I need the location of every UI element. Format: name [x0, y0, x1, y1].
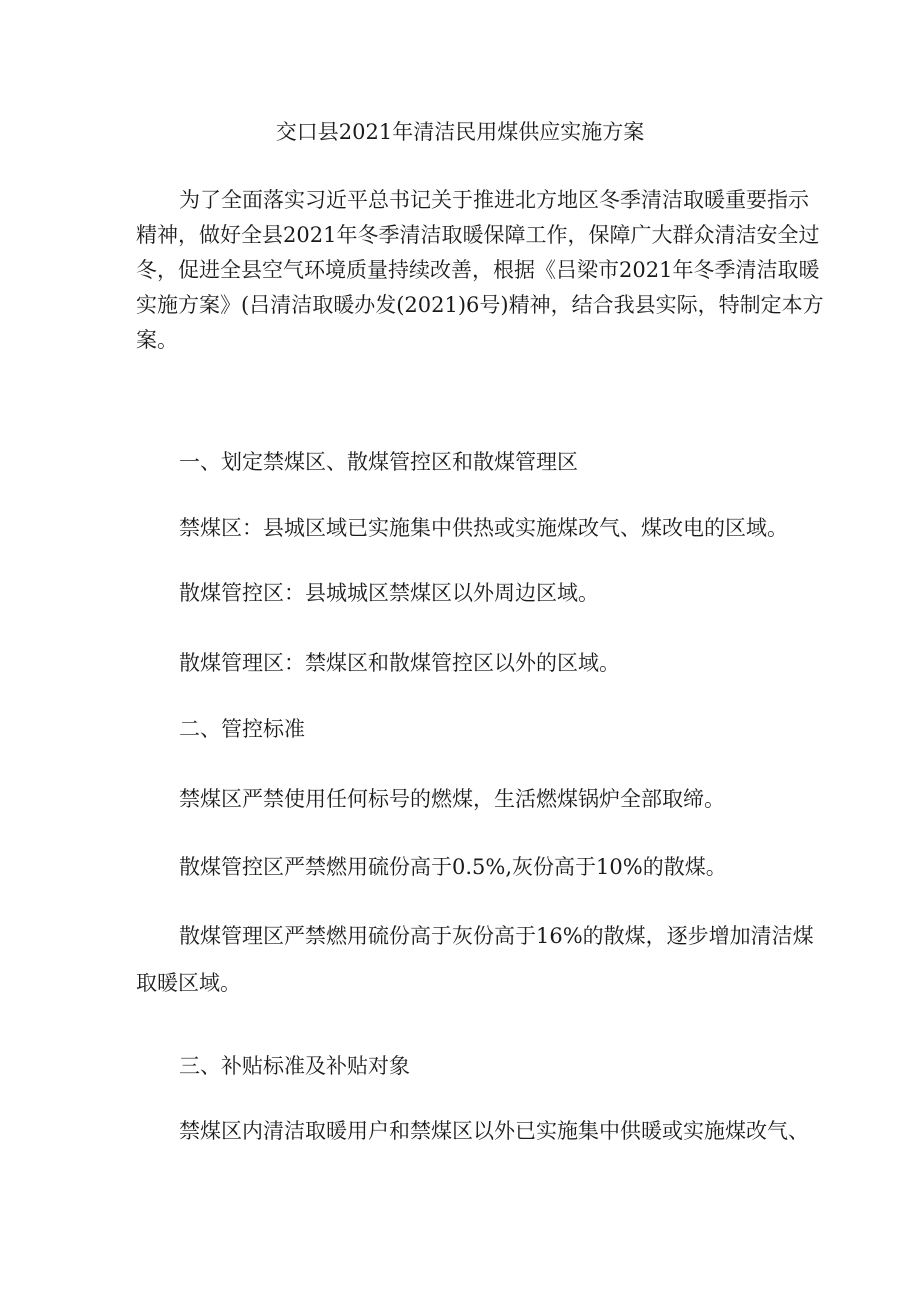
section-2-item-3: [136, 919, 814, 1001]
section-2-item-3-line-2: 取暖区域。: [136, 971, 241, 995]
section-2-item-1: 禁煤区严禁使用任何标号的燃煤，生活燃煤锅炉全部取缔。: [179, 787, 725, 811]
section-2-heading: 二、管控标准: [179, 717, 305, 741]
intro-line-3: 冬，促进全县空气环境质量持续改善，根据《吕梁市2021年冬季清洁取暖: [136, 258, 820, 282]
section-1-item-1: 禁煤区：县城区域已实施集中供热或实施煤改气、煤改电的区域。: [179, 516, 788, 540]
intro-line-4: 实施方案》(吕清洁取暖办发(2021)6号)精神，结合我县实际，特制定本方: [136, 293, 824, 317]
section-2-item-2: 散煤管控区严禁燃用硫份高于0.5%,灰份高于10%的散煤。: [179, 855, 727, 879]
intro-line-5: 案。: [136, 328, 178, 352]
section-3-heading: 三、补贴标准及补贴对象: [179, 1054, 410, 1078]
intro-line-2: 精神，做好全县2021年冬季清洁取暖保障工作，保障广大群众清洁安全过: [136, 223, 820, 247]
section-1-item-3: 散煤管理区：禁煤区和散煤管控区以外的区域。: [179, 651, 620, 675]
section-3-item-1: 禁煤区内清洁取暖用户和禁煤区以外已实施集中供暖或实施煤改气、: [179, 1119, 809, 1143]
section-2-item-3-line-1: 散煤管理区严禁燃用硫份高于灰份高于16%的散煤，逐步增加清洁煤: [179, 924, 814, 948]
intro-line-1: 为了全面落实习近平总书记关于推进北方地区冬季清洁取暖重要指示: [179, 188, 809, 212]
document-title: 交口县2021年清洁民用煤供应实施方案: [275, 120, 645, 144]
section-1-heading: 一、划定禁煤区、散煤管控区和散煤管理区: [179, 450, 578, 474]
section-1-item-2: 散煤管控区：县城城区禁煤区以外周边区域。: [179, 581, 599, 605]
intro-paragraph: [136, 183, 824, 358]
